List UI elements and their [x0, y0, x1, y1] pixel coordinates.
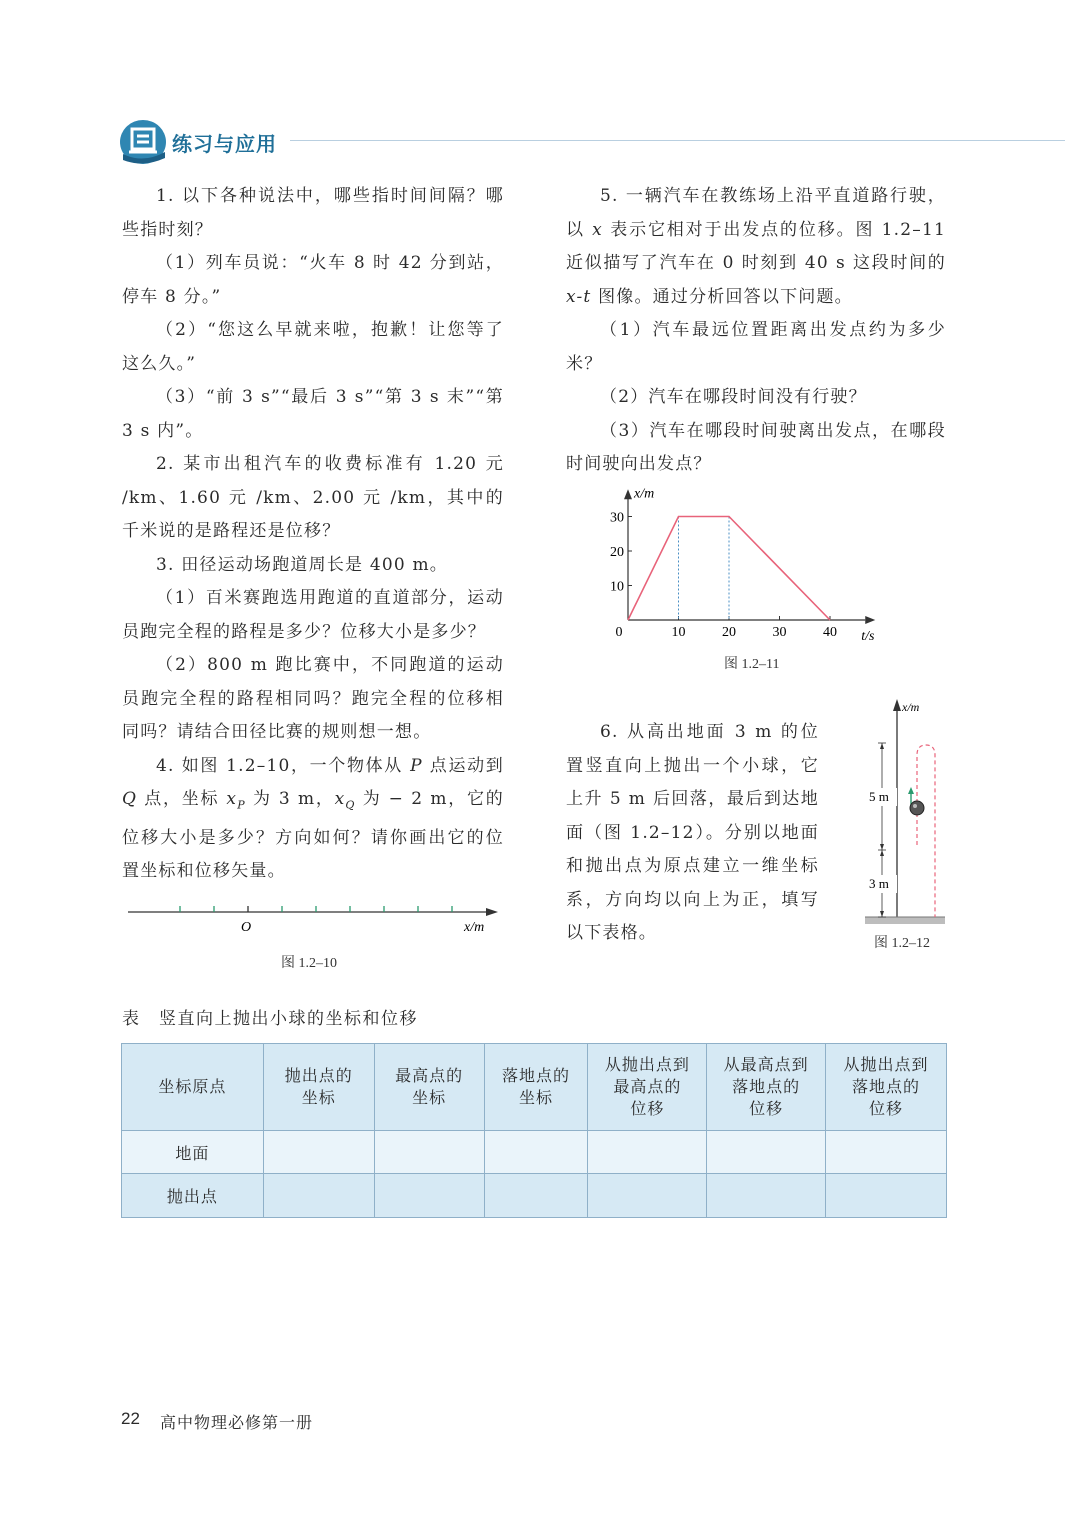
header-land-coord: 落地点的 坐标: [484, 1044, 588, 1131]
question-5-3: （3）汽车在哪段时间驶离出发点，在哪段时间驶向出发点？: [566, 420, 946, 474]
x-tick-label: 20: [722, 625, 736, 640]
table-cell[interactable]: [707, 1174, 826, 1218]
question-6-block: [566, 716, 819, 951]
table-row: [122, 1131, 947, 1174]
table-cell[interactable]: [484, 1174, 588, 1218]
table-cell[interactable]: [707, 1131, 826, 1174]
figure-1-2-11-caption: 图 1.2–11: [724, 657, 780, 672]
table-cell[interactable]: [826, 1131, 947, 1174]
table-cell[interactable]: [484, 1131, 588, 1174]
x-tick-label: 30: [772, 625, 787, 640]
question-3-1: （1）百米赛跑选用跑道的直道部分，运动员跑完全程的路程是多少？位移大小是多少？: [122, 588, 504, 642]
y-axis-arrow: [624, 489, 632, 499]
figure-1-2-10-caption: 图 1.2–10: [281, 956, 337, 971]
section-title: 练习与应用: [172, 132, 277, 156]
y-tick-label: 30: [610, 510, 624, 526]
dim-label-upper: 5 m: [869, 789, 889, 804]
question-3-2: （2）800 m 跑比赛中，不同跑道的运动员跑完全程的路程相同吗？跑完全程的位移相同吗？请结合田径比赛的规则想一想。: [122, 655, 504, 742]
right-column: [566, 180, 946, 482]
header-launch-coord: 抛出点的 坐标: [263, 1044, 374, 1131]
x-tick-label: 40: [823, 625, 837, 640]
question-1: 1. 以下各种说法中，哪些指时间间隔？哪些指时刻？: [122, 186, 504, 240]
table-cell[interactable]: [263, 1174, 374, 1218]
header-peak-to-land: 从最高点到 落地点的 位移: [707, 1044, 826, 1131]
table-cell[interactable]: [263, 1131, 374, 1174]
series-line: [628, 517, 830, 621]
left-column: [122, 180, 504, 889]
table-cell[interactable]: [588, 1174, 707, 1218]
table-title: 表 竖直向上抛出小球的坐标和位移: [122, 1009, 418, 1029]
y-tick-label: 20: [610, 545, 624, 560]
table-cell[interactable]: [826, 1174, 947, 1218]
x-axis-arrow: [865, 616, 875, 624]
axis-arrow: [893, 699, 901, 711]
practice-logo-icon: [119, 118, 169, 166]
row-label: 抛出点: [122, 1174, 264, 1218]
book-title: 高中物理必修第一册: [160, 1413, 314, 1432]
axis-label: x/m: [464, 920, 485, 935]
question-5-1: （1）汽车最远位置距离出发点约为多少米？: [566, 320, 946, 374]
question-1-1: （1）列车员说：“火车 8 时 42 分到站，停车 8 分。”: [122, 253, 504, 307]
ball: [910, 801, 924, 815]
figure-1-2-11-chart: [590, 470, 920, 650]
table-row: [122, 1174, 947, 1218]
x-axis-label: t/s: [861, 629, 875, 644]
question-6: 6. 从高出地面 3 m 的位置竖直向上抛出一个小球，它上升 5 m 后回落，最后到达地面（图 1.2–12）。分别以地面和抛出点为原点建立一维坐标系，方向均以向上为正，填写以下表格。: [566, 722, 819, 943]
header-launch-to-land: 从抛出点到 落地点的 位移: [826, 1044, 947, 1131]
table-cell[interactable]: [588, 1131, 707, 1174]
ground: [865, 917, 945, 924]
axis-label: x/m: [902, 700, 920, 714]
header-rule: [290, 140, 1065, 141]
figure-1-2-10: [120, 895, 510, 945]
data-table: [121, 1043, 947, 1218]
table-header-row: [122, 1044, 947, 1131]
figure-1-2-12: [855, 695, 955, 930]
y-axis-label: x/m: [634, 486, 655, 502]
table-cell[interactable]: [374, 1174, 484, 1218]
header-peak-coord: 最高点的 坐标: [374, 1044, 484, 1131]
figure-1-2-12-caption: 图 1.2–12: [874, 936, 930, 951]
x-tick-label: 10: [671, 625, 686, 640]
question-2: 2. 某市出租汽车的收费标准有 1.20 元 /km、1.60 元 /km、2.00 元 /km，其中的千米说的是路程还是位移？: [122, 454, 504, 541]
x-tick-label: 0: [615, 625, 623, 640]
question-3: 3. 田径运动场跑道周长是 400 m。: [156, 554, 448, 575]
row-label: 地面: [122, 1131, 264, 1174]
table-cell[interactable]: [374, 1131, 484, 1174]
origin-label: O: [241, 920, 252, 935]
question-1-2: （2）“您这么早就来啦，抱歉！让您等了这么久。”: [122, 320, 504, 374]
page-number: 22: [121, 1409, 140, 1428]
question-5-2: （2）汽车在哪段时间没有行驶？: [600, 387, 867, 407]
y-tick-label: 10: [610, 579, 624, 595]
question-5: 5. 一辆汽车在教练场上沿平直道路行驶，以 x 表示它相对于出发点的位移。图 1.2–11 近似描写了汽车在 0 时刻到 40 s 这段时间的 x-t 图像。通过分析回答以下问题。: [566, 186, 946, 307]
question-1-3: （3）“前 3 s”“最后 3 s”“第 3 s 末”“第 3 s 内”。: [122, 387, 504, 441]
question-4: 4. 如图 1.2–10，一个物体从 P 点运动到 Q 点，坐标 $x_P$ 为 3 m，$x_Q$ 为 − 2 m，它的位移大小是多少？方向如何？请你画出它的位置坐标和位移矢量。: [122, 755, 504, 882]
dim-label-lower: 3 m: [869, 876, 889, 891]
axis-arrow: [486, 908, 498, 916]
header-launch-to-peak: 从抛出点到 最高点的 位移: [588, 1044, 707, 1131]
header-origin: 坐标原点: [122, 1044, 264, 1131]
ball-path: [917, 745, 935, 917]
